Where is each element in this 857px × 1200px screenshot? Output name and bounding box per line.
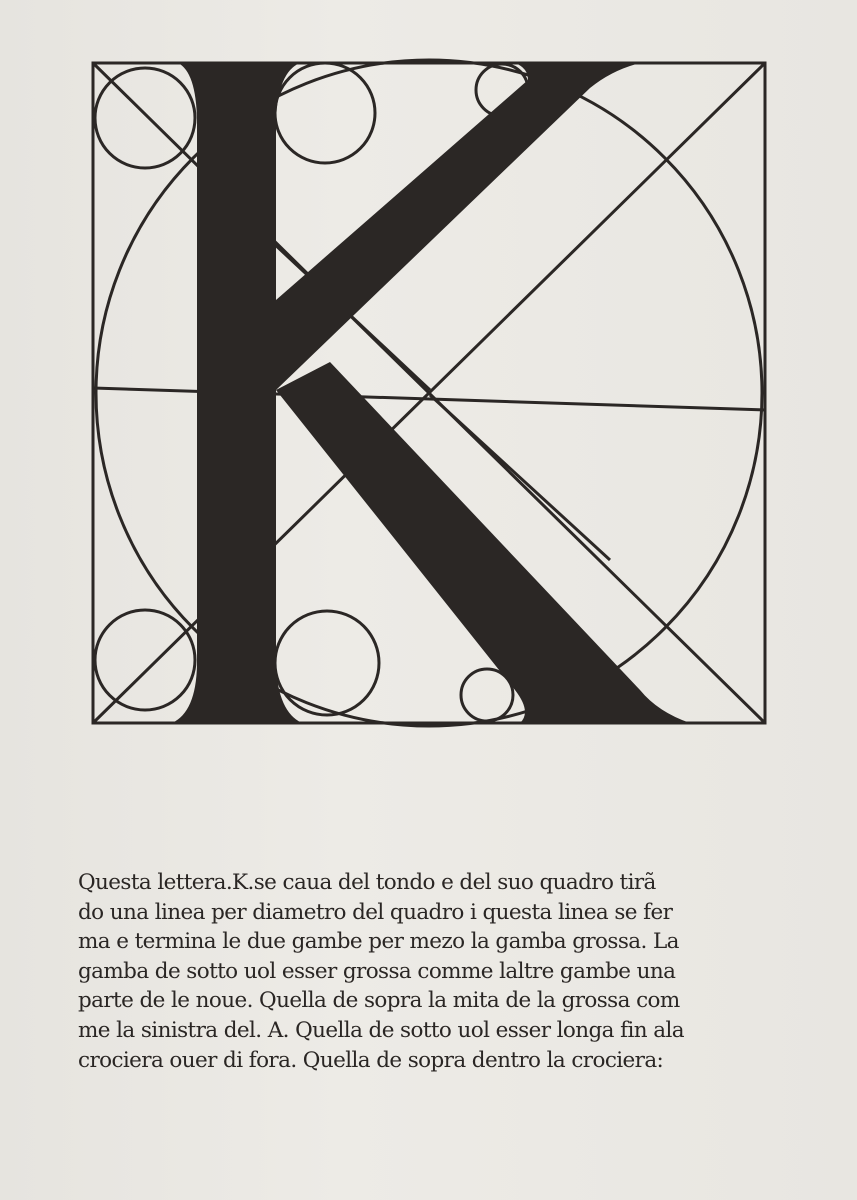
text-line: crociera ouer di fora. Quella de sopra dentro la crociera: xyxy=(78,1047,664,1073)
corner-circle xyxy=(275,611,379,715)
text-line: me la sinistra del. A. Quella de sotto uol esser longa fin ala xyxy=(78,1017,684,1043)
text-line: Questa lettera.K.se caua del tondo e del suo quadro tirã xyxy=(78,870,656,895)
k-upper-arm xyxy=(276,63,640,390)
body-text xyxy=(78,868,728,1075)
text-line: do una linea per diametro del quadro i questa linea se fer xyxy=(78,899,673,925)
text-line: parte de le noue. Quella de sopra la mita de la grossa com xyxy=(78,988,680,1014)
text-line: ma e termina le due gambe per mezo la gamba grossa. La xyxy=(78,929,679,955)
corner-circle xyxy=(95,68,195,168)
text-line: gamba de sotto uol esser grossa comme laltre gambe una xyxy=(78,958,676,984)
corner-circle xyxy=(95,610,195,710)
